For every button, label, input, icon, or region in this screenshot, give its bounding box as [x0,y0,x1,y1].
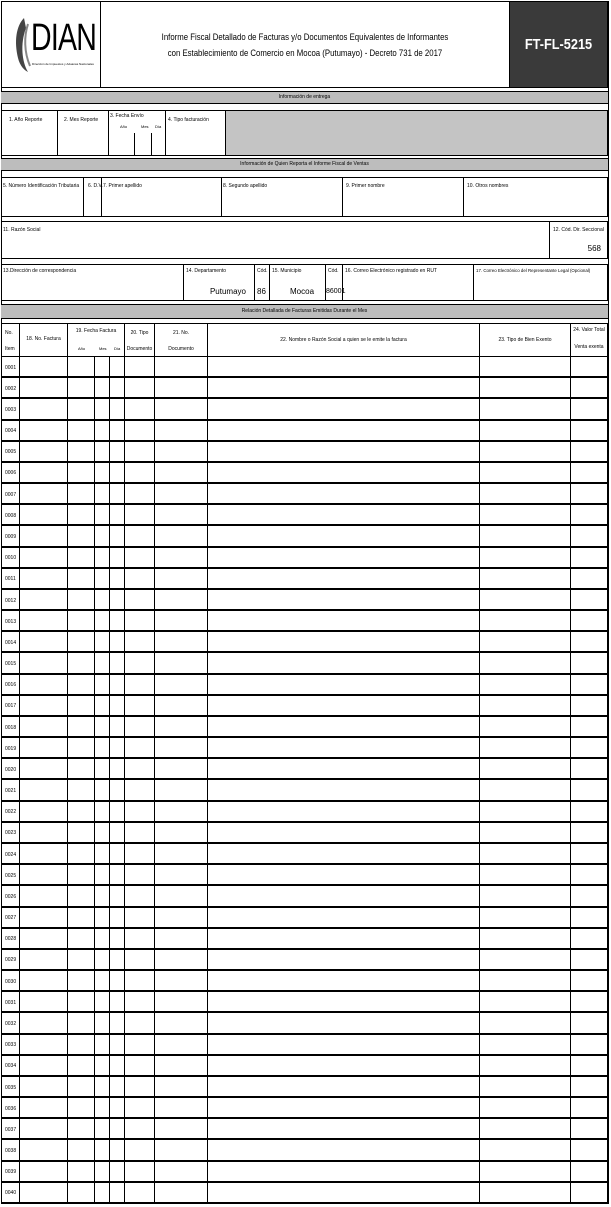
row-item-number: 0012 [5,597,17,604]
table-row[interactable] [2,971,607,992]
title-box [100,1,510,88]
col-tipo-documento-label-1: 20. Tipo [130,330,149,336]
col-item-header [1,323,20,357]
fecha-envio-divider-1 [134,133,135,155]
logo-subtitle: Dirección de Impuestos y Aduanas Nacionales [32,62,94,66]
departamento-cod-label: Cód. [257,268,268,274]
table-row[interactable] [2,844,607,865]
row-item-number: 0027 [5,915,17,922]
col-tipo-documento-label-2: Documento [126,346,153,352]
col-fecha-factura-header [67,323,125,357]
table-row[interactable] [2,759,607,780]
table-row[interactable] [2,929,607,950]
col-no-factura-header [19,323,68,357]
col-no-documento-header [154,323,208,357]
razon-social-label: 11. Razón Social [3,227,41,233]
dv-field[interactable] [83,177,102,217]
col-no-factura-label: 18. No. Factura [26,336,61,342]
departamento-cod-field[interactable] [254,264,270,301]
correo-representante-field[interactable] [473,264,608,301]
row-item-number: 0019 [5,745,17,752]
tipo-facturacion-label: 4. Tipo facturación [168,117,209,123]
row-item-number: 0029 [5,957,17,964]
table-row[interactable] [2,717,607,738]
table-row[interactable] [2,696,607,717]
municipio-field[interactable] [269,264,326,301]
row-item-number: 0013 [5,618,17,625]
col-nombre-label: 22. Nombre o Razón Social a quien se le emite la factura [280,337,407,343]
table-row[interactable] [2,1162,607,1183]
mes-reporte-label: 2. Mes Reporte [64,117,99,123]
reporter-section-title: Información de Quien Reporta el Informe Fiscal de Ventas [1,158,608,171]
col-no-label: No. [5,330,13,336]
municipio-label: 15. Municipio [272,268,302,274]
primer-apellido-label: 7. Primer apellido [103,183,142,189]
row-item-number: 0033 [5,1042,17,1049]
departamento-label: 14. Departamento [186,268,227,274]
primer-nombre-field[interactable] [342,177,464,217]
fecha-envio-anio-label: Año [120,124,128,129]
row-item-number: 0035 [5,1084,17,1091]
table-row[interactable] [2,357,607,378]
col-no-documento-label-1: 21. No. [172,330,190,336]
table-row[interactable] [2,1098,607,1119]
municipio-cod-value: 86001 [326,288,346,295]
row-item-number: 0036 [5,1105,17,1112]
cod-dir-seccional-label: 12. Cód. Dir. Seccional [553,227,604,233]
primer-apellido-field[interactable] [101,177,222,217]
correo-rut-field[interactable] [342,264,474,301]
row-item-number: 0040 [5,1190,17,1197]
table-row[interactable] [2,1056,607,1077]
primer-nombre-label: 9. Primer nombre [346,183,385,189]
table-row[interactable] [2,1183,607,1204]
row-item-number: 0015 [5,661,17,668]
row-item-number: 0001 [5,364,17,371]
segundo-apellido-label: 8. Segundo apellido [223,183,268,189]
table-row[interactable] [2,865,607,886]
col-nombre-header [207,323,480,357]
fecha-envio-divider-2 [151,133,152,155]
table-row[interactable] [2,653,607,674]
row-item-number: 0007 [5,491,17,498]
table-row[interactable] [2,421,607,442]
row-item-number: 0008 [5,512,17,519]
row-item-number: 0031 [5,999,17,1006]
row-item-number: 0011 [5,576,16,583]
table-row[interactable] [2,886,607,907]
table-row[interactable] [2,908,607,929]
table-row[interactable] [2,442,607,463]
departamento-value: Putumayo [209,287,246,296]
table-row[interactable] [2,399,607,420]
direccion-label: 13.Dirección de correspondencia [3,268,77,274]
municipio-cod-field[interactable] [325,264,346,301]
row-item-number: 0006 [5,470,17,477]
row-item-number: 0028 [5,936,17,943]
col-tipo-bien-header [479,323,571,357]
row-item-number: 0030 [5,978,17,985]
row-item-number: 0017 [5,703,17,710]
invoices-table [1,323,608,1204]
mes-reporte-field[interactable] [57,110,109,156]
form-title-line1: Informe Fiscal Detallado de Facturas y/o Documentos Equivalentes de Informantes [161,32,449,43]
tipo-facturacion-field[interactable] [165,110,226,156]
logo-text: DIAN [31,17,97,59]
row-item-number: 0032 [5,1021,17,1027]
row-item-number: 0038 [5,1148,17,1155]
row-item-number: 0016 [5,682,17,689]
table-row[interactable] [2,1013,607,1034]
table-row[interactable] [2,823,607,844]
table-row[interactable] [2,548,607,569]
correo-representante-label: 17. Correo Electrónico del Representante Legal (Opcional) [476,268,591,273]
col-fecha-anio-label: Año [78,346,86,351]
table-row[interactable] [2,802,607,823]
row-item-number: 0014 [5,639,17,646]
departamento-cod-value: 86 [257,287,266,296]
row-item-number: 0024 [5,851,17,858]
row-item-number: 0039 [5,1169,17,1176]
col-tipo-documento-header [124,323,155,357]
table-row[interactable] [2,675,607,696]
row-item-number: 0003 [5,406,17,413]
col-fecha-mes-label: Mes [99,346,107,351]
row-item-number: 0025 [5,872,17,879]
logo-box [1,1,101,88]
col-tipo-bien-label: 23. Tipo de Bien Exento [498,337,552,343]
row-item-number: 0037 [5,1126,17,1133]
col-no-documento-label-2: Documento [168,346,194,352]
table-row[interactable] [2,463,607,484]
municipio-value: Mocoa [290,287,315,296]
table-row[interactable] [2,378,607,399]
row-item-number: 0023 [5,830,17,837]
row-item-number: 0026 [5,893,17,900]
direccion-field[interactable] [1,264,184,301]
correo-rut-label: 16. Correo Electrónico registrado en RUT [345,268,437,274]
row-item-number: 0020 [5,766,17,773]
table-row[interactable] [2,569,607,590]
table-row[interactable] [2,1119,607,1140]
fecha-envio-mes-label: Mes [141,124,149,129]
row-item-number: 0005 [5,449,17,456]
table-row[interactable] [2,526,607,547]
row-item-number: 0009 [5,533,17,540]
delivery-shaded-area [225,110,608,156]
row-item-number: 0018 [5,724,17,731]
form-code-box [509,1,608,88]
nit-label: 5. Número Identificación Tributaria [3,183,80,189]
otros-nombres-label: 10. Otros nombres [467,183,509,189]
table-row[interactable] [2,611,607,632]
anio-reporte-field[interactable] [1,110,58,156]
table-row[interactable] [2,781,607,802]
col-item-label: Item [5,346,15,352]
anio-reporte-label: 1. Año Reporte [9,117,43,123]
table-row[interactable] [2,950,607,971]
col-fecha-dia-label: Día [114,346,121,351]
table-row[interactable] [2,484,607,505]
fecha-envio-field[interactable] [108,110,166,156]
form-code: FT-FL-5215 [524,36,593,53]
departamento-field[interactable] [183,264,255,301]
row-item-number: 0022 [5,809,17,816]
table-row[interactable] [2,738,607,759]
table-row[interactable] [2,632,607,653]
table-row[interactable] [2,1077,607,1098]
segundo-apellido-field[interactable] [221,177,343,217]
row-item-number: 0010 [5,555,17,562]
row-item-number: 0021 [5,788,17,795]
col-valor-total-label-2: Venta exenta [574,344,604,350]
cod-dir-seccional-value: 568 [587,244,601,253]
table-row[interactable] [2,1035,607,1056]
table-row[interactable] [2,992,607,1013]
municipio-cod-label: Cód. [328,268,339,274]
delivery-section-title: Información de entrega [1,91,608,104]
cod-dir-seccional-field[interactable] [549,221,608,259]
invoices-section-title: Relación Detallada de Facturas Emitidas Durante el Mes [1,304,608,319]
fecha-envio-label: 3. Fecha Envío [110,113,144,119]
col-valor-total-label-1: 24. Valor Total [573,327,605,333]
invoice-rows [1,357,608,1204]
otros-nombres-field[interactable] [463,177,608,217]
row-item-number: 0004 [5,428,17,435]
row-item-number: 0002 [5,385,17,392]
nit-field[interactable] [1,177,84,217]
form-title-line2: con Establecimiento de Comercio en Mocoa (Putumayo) - Decreto 731 de 2017 [167,48,443,59]
col-fecha-factura-label: 19. Fecha Factura [75,328,117,334]
row-item-number: 0034 [5,1063,17,1070]
table-row[interactable] [2,590,607,611]
razon-social-field[interactable] [1,221,550,259]
table-row[interactable] [2,505,607,526]
fecha-envio-dia-label: Día [155,124,162,129]
table-row[interactable] [2,1140,607,1161]
col-valor-total-header [570,323,608,357]
dv-label: 6. D.V. [88,183,103,189]
